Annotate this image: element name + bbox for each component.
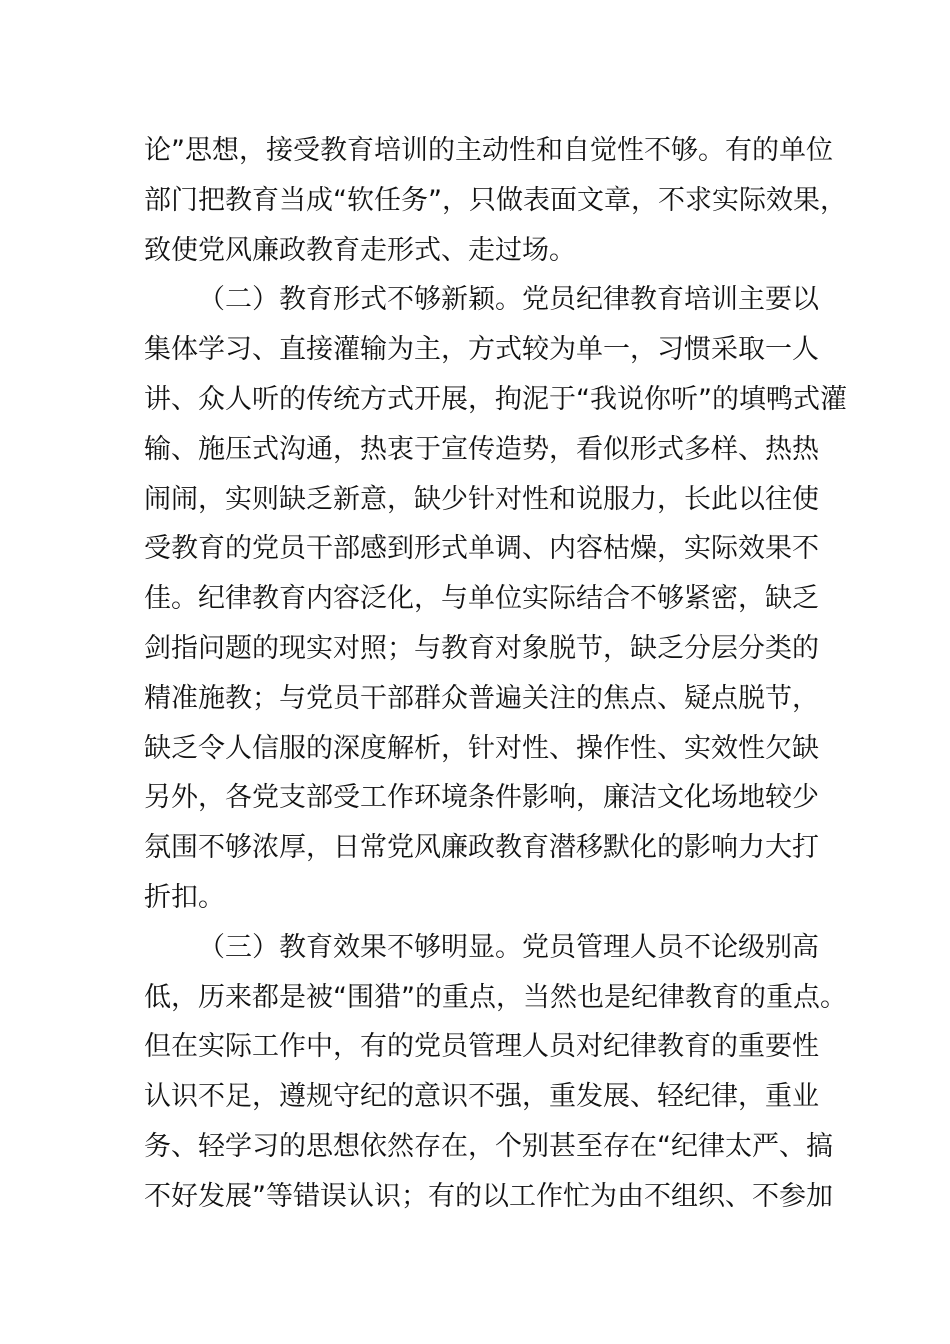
text-line: 讲、众人听的传统方式开展，拘泥于“我说你听”的填鸭式灌: [144, 383, 847, 415]
text-line: 佳。纪律教育内容泛化，与单位实际结合不够紧密，缺乏: [144, 583, 819, 615]
text-line: 折扣。: [144, 881, 225, 913]
body-text: [144, 126, 847, 1222]
text-line: 部门把教育当成“软任务”，只做表面文章，不求实际效果，: [144, 184, 847, 216]
text-line: 致使党风廉政教育走形式、走过场。: [144, 234, 576, 266]
text-line: 剑指问题的现实对照；与教育对象脱节，缺乏分层分类的: [144, 632, 819, 664]
section-heading-line: （二）教育形式不够新颖。党员纪律教育培训主要以: [198, 284, 819, 316]
text-line: 另外，各党支部受工作环境条件影响，廉洁文化场地较少: [144, 782, 819, 814]
text-line: 闹闹，实则缺乏新意，缺少针对性和说服力，长此以往使: [144, 483, 819, 515]
text-line: 但在实际工作中，有的党员管理人员对纪律教育的重要性: [144, 1031, 819, 1063]
text-line: 低，历来都是被“围猎”的重点，当然也是纪律教育的重点。: [144, 981, 847, 1013]
text-line: 集体学习、直接灌输为主，方式较为单一，习惯采取一人: [144, 334, 819, 366]
text-line: 论”思想，接受教育培训的主动性和自觉性不够。有的单位: [144, 135, 833, 166]
text-line: 受教育的党员干部感到形式单调、内容枯燥，实际效果不: [144, 533, 819, 565]
text-line: 缺乏令人信服的深度解析，针对性、操作性、实效性欠缺: [144, 732, 819, 764]
text-line: 精准施教；与党员干部群众普遍关注的焦点、疑点脱节，: [144, 682, 819, 714]
text-line: 氛围不够浓厚，日常党风廉政教育潜移默化的影响力大打: [144, 832, 819, 864]
text-line: 务、轻学习的思想依然存在，个别甚至存在“纪律太严、搞: [144, 1130, 833, 1162]
text-line: 认识不足，遵规守纪的意识不强，重发展、轻纪律，重业: [144, 1081, 819, 1113]
text-line: 输、施压式沟通，热衷于宣传造势，看似形式多样、热热: [144, 433, 819, 465]
text-line: 不好发展”等错误认识；有的以工作忙为由不组织、不参加: [144, 1180, 833, 1212]
section-heading-line: （三）教育效果不够明显。党员管理人员不论级别高: [198, 931, 819, 963]
